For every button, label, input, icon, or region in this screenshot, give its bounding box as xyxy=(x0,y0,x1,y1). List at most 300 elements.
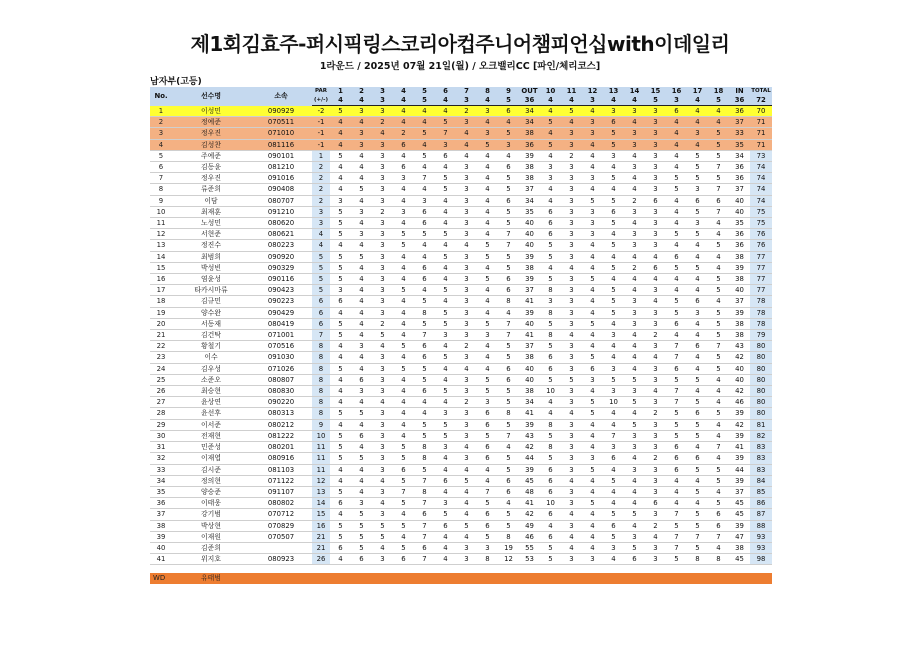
player-name: 김시준 xyxy=(172,464,250,475)
par-diff: 10 xyxy=(312,430,330,441)
score-cell: 3 xyxy=(561,139,582,150)
score-cell: 3 xyxy=(561,285,582,296)
total-cell: 71 xyxy=(750,117,772,128)
score-cell: 3 xyxy=(372,274,393,285)
score-cell: 4 xyxy=(540,520,561,531)
score-cell: 3 xyxy=(645,397,666,408)
header-hole-5: 5 xyxy=(414,87,435,96)
par-diff: 3 xyxy=(312,218,330,229)
score-cell: 38 xyxy=(729,274,750,285)
score-cell: 3 xyxy=(414,195,435,206)
score-cell: 4 xyxy=(477,307,498,318)
score-cell: 40 xyxy=(519,374,540,385)
score-cell: 6 xyxy=(330,498,351,509)
score-cell: 4 xyxy=(330,419,351,430)
score-cell: 5 xyxy=(540,274,561,285)
rank-cell: 6 xyxy=(150,162,172,173)
score-cell: 6 xyxy=(498,363,519,374)
total-cell: 77 xyxy=(750,262,772,273)
score-cell: 5 xyxy=(540,341,561,352)
player-id: 080419 xyxy=(250,318,312,329)
player-name: 양승준 xyxy=(172,486,250,497)
score-cell: 3 xyxy=(561,453,582,464)
score-cell: 4 xyxy=(624,251,645,262)
par-diff: -1 xyxy=(312,139,330,150)
score-cell: 10 xyxy=(540,386,561,397)
total-cell: 75 xyxy=(750,206,772,217)
player-id: 071001 xyxy=(250,330,312,341)
score-cell: 4 xyxy=(372,498,393,509)
score-cell: 6 xyxy=(477,453,498,464)
scoreboard-body xyxy=(150,106,772,585)
score-cell: 5 xyxy=(393,475,414,486)
score-cell: 3 xyxy=(645,240,666,251)
score-cell: 4 xyxy=(603,352,624,363)
score-cell: 3 xyxy=(351,386,372,397)
score-cell: 4 xyxy=(435,341,456,352)
player-name: 정우진 xyxy=(172,173,250,184)
score-cell: 2 xyxy=(645,408,666,419)
score-cell: 4 xyxy=(414,139,435,150)
score-cell: 38 xyxy=(729,251,750,262)
score-cell: 3 xyxy=(456,307,477,318)
score-cell: 6 xyxy=(477,419,498,430)
score-cell: 3 xyxy=(456,419,477,430)
score-cell: 4 xyxy=(708,106,729,117)
score-cell: 5 xyxy=(393,363,414,374)
header-par-11: 4 xyxy=(561,96,582,106)
score-cell: 5 xyxy=(498,173,519,184)
total-cell: 83 xyxy=(750,464,772,475)
score-cell: 4 xyxy=(435,363,456,374)
score-cell: 8 xyxy=(498,296,519,307)
par-diff: 21 xyxy=(312,531,330,542)
score-cell: 4 xyxy=(435,397,456,408)
score-cell: 3 xyxy=(582,173,603,184)
score-cell: 5 xyxy=(330,442,351,453)
score-cell: 4 xyxy=(582,150,603,161)
total-cell: 83 xyxy=(750,453,772,464)
score-cell: 4 xyxy=(456,531,477,542)
score-cell: 5 xyxy=(477,251,498,262)
score-cell: 4 xyxy=(603,274,624,285)
score-cell: 4 xyxy=(393,274,414,285)
score-cell: 3 xyxy=(624,307,645,318)
score-cell: 4 xyxy=(603,486,624,497)
score-cell: 5 xyxy=(498,251,519,262)
table-row xyxy=(150,442,772,453)
score-cell: 3 xyxy=(372,296,393,307)
score-cell: 3 xyxy=(456,542,477,553)
score-cell: 3 xyxy=(582,374,603,385)
table-row xyxy=(150,520,772,531)
total-cell: 78 xyxy=(750,318,772,329)
score-cell: 3 xyxy=(477,106,498,117)
score-cell: 4 xyxy=(666,117,687,128)
score-cell: 5 xyxy=(414,318,435,329)
score-cell: 4 xyxy=(708,374,729,385)
score-cell: 5 xyxy=(414,128,435,139)
score-cell: 5 xyxy=(393,341,414,352)
withdrawn-player: 유태범 xyxy=(172,573,250,584)
table-row xyxy=(150,542,772,553)
score-cell: 6 xyxy=(414,509,435,520)
score-cell: 3 xyxy=(540,162,561,173)
total-cell: 77 xyxy=(750,285,772,296)
score-cell: 46 xyxy=(519,531,540,542)
header-hole-9: 9 xyxy=(498,87,519,96)
rank-cell: 14 xyxy=(150,251,172,262)
score-cell: 3 xyxy=(372,150,393,161)
player-name: 박상현 xyxy=(172,520,250,531)
score-cell: 4 xyxy=(351,352,372,363)
score-cell: 3 xyxy=(477,330,498,341)
par-diff: 5 xyxy=(312,285,330,296)
score-cell: 6 xyxy=(540,475,561,486)
par-diff: 8 xyxy=(312,408,330,419)
player-name: 양수완 xyxy=(172,307,250,318)
score-cell: 4 xyxy=(351,195,372,206)
rank-cell: 9 xyxy=(150,195,172,206)
score-cell: 2 xyxy=(456,397,477,408)
score-cell: 40 xyxy=(729,206,750,217)
score-cell: 5 xyxy=(624,397,645,408)
score-cell: 48 xyxy=(519,486,540,497)
score-cell: 3 xyxy=(645,509,666,520)
table-row xyxy=(150,274,772,285)
score-cell: 3 xyxy=(645,464,666,475)
score-cell: 7 xyxy=(666,509,687,520)
score-cell: 3 xyxy=(561,430,582,441)
rank-cell: 16 xyxy=(150,274,172,285)
score-cell: 3 xyxy=(624,386,645,397)
player-id: 081222 xyxy=(250,430,312,441)
score-cell: 4 xyxy=(666,128,687,139)
par-diff: 8 xyxy=(312,386,330,397)
score-cell: 3 xyxy=(372,486,393,497)
score-cell: 3 xyxy=(372,386,393,397)
rank-cell: 29 xyxy=(150,419,172,430)
scoreboard xyxy=(150,87,772,584)
score-cell: 3 xyxy=(624,464,645,475)
par-diff: 8 xyxy=(312,397,330,408)
score-cell: 3 xyxy=(561,229,582,240)
score-cell: 5 xyxy=(666,408,687,419)
score-cell: 4 xyxy=(456,509,477,520)
par-diff: 26 xyxy=(312,554,330,565)
table-row xyxy=(150,430,772,441)
score-cell: 4 xyxy=(687,117,708,128)
score-cell: 5 xyxy=(393,520,414,531)
rank-cell: 33 xyxy=(150,464,172,475)
score-cell: 4 xyxy=(624,150,645,161)
score-cell: 38 xyxy=(729,330,750,341)
score-cell: 37 xyxy=(729,296,750,307)
score-cell: 5 xyxy=(393,229,414,240)
rank-cell: 26 xyxy=(150,386,172,397)
score-cell: 4 xyxy=(351,117,372,128)
score-cell: 6 xyxy=(540,486,561,497)
total-cell: 80 xyxy=(750,341,772,352)
score-cell: 3 xyxy=(645,218,666,229)
total-cell: 76 xyxy=(750,240,772,251)
header-par-9: 5 xyxy=(498,96,519,106)
score-cell: 3 xyxy=(561,296,582,307)
score-cell: 3 xyxy=(456,352,477,363)
player-name: 이재원 xyxy=(172,531,250,542)
score-cell: 4 xyxy=(435,531,456,542)
score-cell: 10 xyxy=(540,498,561,509)
header-hole-8: 8 xyxy=(477,87,498,96)
score-cell: 3 xyxy=(561,173,582,184)
score-cell: 39 xyxy=(519,251,540,262)
score-cell: 8 xyxy=(540,442,561,453)
table-row xyxy=(150,397,772,408)
score-cell: 8 xyxy=(414,307,435,318)
score-cell: 7 xyxy=(708,531,729,542)
score-cell: 4 xyxy=(435,542,456,553)
score-cell: 38 xyxy=(729,542,750,553)
score-cell: 5 xyxy=(498,419,519,430)
score-cell: 3 xyxy=(351,128,372,139)
score-cell: 7 xyxy=(498,430,519,441)
score-cell: 5 xyxy=(624,419,645,430)
score-cell: 5 xyxy=(603,218,624,229)
score-cell: 4 xyxy=(477,195,498,206)
score-cell: 6 xyxy=(414,274,435,285)
table-row xyxy=(150,386,772,397)
score-cell: 6 xyxy=(540,363,561,374)
header-hole-1: 1 xyxy=(330,87,351,96)
score-cell: 42 xyxy=(729,386,750,397)
score-cell: 3 xyxy=(561,318,582,329)
score-cell: 4 xyxy=(603,184,624,195)
score-cell: 36 xyxy=(519,139,540,150)
score-cell: 3 xyxy=(498,139,519,150)
score-cell: 3 xyxy=(624,442,645,453)
score-cell: 3 xyxy=(624,128,645,139)
score-cell: 6 xyxy=(477,509,498,520)
score-cell: 3 xyxy=(561,352,582,363)
player-name: 김규민 xyxy=(172,296,250,307)
score-cell: 4 xyxy=(393,218,414,229)
player-id: 081210 xyxy=(250,162,312,173)
par-diff: 3 xyxy=(312,206,330,217)
player-name: 윤상연 xyxy=(172,397,250,408)
score-cell: 3 xyxy=(645,206,666,217)
score-cell: 5 xyxy=(666,262,687,273)
par-diff: 4 xyxy=(312,229,330,240)
par-diff: 12 xyxy=(312,475,330,486)
score-cell: 4 xyxy=(666,274,687,285)
score-cell: 3 xyxy=(645,442,666,453)
score-cell: 3 xyxy=(645,419,666,430)
score-cell: 3 xyxy=(372,173,393,184)
score-cell: 4 xyxy=(540,195,561,206)
score-cell: 4 xyxy=(582,531,603,542)
score-cell: 4 xyxy=(393,374,414,385)
score-cell: 4 xyxy=(708,251,729,262)
score-cell: 4 xyxy=(330,139,351,150)
score-cell: 4 xyxy=(624,352,645,363)
score-cell: 4 xyxy=(708,430,729,441)
player-name: 정의현 xyxy=(172,475,250,486)
score-cell: 4 xyxy=(456,139,477,150)
score-cell: 7 xyxy=(666,542,687,553)
score-cell: 5 xyxy=(435,386,456,397)
score-cell: 4 xyxy=(624,453,645,464)
score-cell: 5 xyxy=(330,330,351,341)
score-cell: 3 xyxy=(687,184,708,195)
score-cell: 6 xyxy=(435,150,456,161)
player-id: 091016 xyxy=(250,173,312,184)
score-cell: 5 xyxy=(603,128,624,139)
score-cell: 34 xyxy=(519,195,540,206)
score-cell: 6 xyxy=(645,262,666,273)
player-id: 080923 xyxy=(250,554,312,565)
score-cell: 5 xyxy=(477,274,498,285)
score-cell: 4 xyxy=(624,341,645,352)
score-cell: 7 xyxy=(708,184,729,195)
withdrawn-fill xyxy=(250,573,772,584)
score-cell: 4 xyxy=(708,229,729,240)
score-cell: 5 xyxy=(708,285,729,296)
score-cell: 4 xyxy=(666,218,687,229)
score-cell: 5 xyxy=(540,374,561,385)
table-row xyxy=(150,296,772,307)
par-diff: 13 xyxy=(312,486,330,497)
player-id: 080620 xyxy=(250,218,312,229)
score-cell: 3 xyxy=(435,330,456,341)
score-cell: 5 xyxy=(414,150,435,161)
score-cell: 6 xyxy=(435,520,456,531)
score-cell: 39 xyxy=(729,475,750,486)
score-cell: 7 xyxy=(666,341,687,352)
score-cell: 4 xyxy=(477,363,498,374)
score-cell: 4 xyxy=(414,251,435,262)
score-cell: 3 xyxy=(456,251,477,262)
score-cell: 42 xyxy=(519,509,540,520)
score-cell: 39 xyxy=(519,150,540,161)
score-cell: 6 xyxy=(435,475,456,486)
score-cell: 6 xyxy=(498,486,519,497)
score-cell: 3 xyxy=(372,251,393,262)
score-cell: 4 xyxy=(351,330,372,341)
score-cell: 8 xyxy=(540,330,561,341)
rank-cell: 32 xyxy=(150,453,172,464)
score-cell: 4 xyxy=(351,307,372,318)
score-cell: 5 xyxy=(708,128,729,139)
score-cell: 39 xyxy=(729,262,750,273)
score-cell: 4 xyxy=(351,262,372,273)
score-cell: 5 xyxy=(435,285,456,296)
score-cell: 5 xyxy=(687,150,708,161)
player-name: 위지호 xyxy=(172,554,250,565)
score-cell: 3 xyxy=(624,206,645,217)
score-cell: 3 xyxy=(372,453,393,464)
table-row xyxy=(150,341,772,352)
header-par-total: 72 xyxy=(750,96,772,106)
total-cell: 87 xyxy=(750,509,772,520)
score-cell: 5 xyxy=(666,374,687,385)
score-cell: 2 xyxy=(624,195,645,206)
table-row xyxy=(150,464,772,475)
score-cell: 3 xyxy=(603,330,624,341)
table-row xyxy=(150,218,772,229)
total-cell: 80 xyxy=(750,374,772,385)
score-cell: 4 xyxy=(582,419,603,430)
score-cell: 4 xyxy=(393,117,414,128)
score-cell: 5 xyxy=(330,520,351,531)
score-cell: 3 xyxy=(687,128,708,139)
score-cell: 41 xyxy=(729,442,750,453)
total-cell: 71 xyxy=(750,128,772,139)
score-cell: 38 xyxy=(519,173,540,184)
score-cell: 8 xyxy=(414,442,435,453)
score-cell: 4 xyxy=(393,509,414,520)
score-cell: 5 xyxy=(708,274,729,285)
score-cell: 39 xyxy=(729,307,750,318)
score-cell: 5 xyxy=(687,464,708,475)
score-cell: 4 xyxy=(477,296,498,307)
score-cell: 6 xyxy=(330,542,351,553)
total-cell: 73 xyxy=(750,150,772,161)
score-cell: 4 xyxy=(708,262,729,273)
score-cell: 37 xyxy=(729,184,750,195)
total-cell: 75 xyxy=(750,218,772,229)
total-cell: 77 xyxy=(750,274,772,285)
score-cell: 4 xyxy=(666,150,687,161)
table-row xyxy=(150,285,772,296)
score-cell: 3 xyxy=(561,307,582,318)
total-cell: 70 xyxy=(750,106,772,117)
score-cell: 4 xyxy=(561,542,582,553)
score-cell: 3 xyxy=(456,195,477,206)
score-cell: 5 xyxy=(603,374,624,385)
rank-cell: 31 xyxy=(150,442,172,453)
score-cell: 7 xyxy=(666,386,687,397)
score-cell: 34 xyxy=(729,150,750,161)
score-cell: 2 xyxy=(645,453,666,464)
score-cell: 4 xyxy=(330,162,351,173)
player-name: 전재현 xyxy=(172,430,250,441)
score-cell: 8 xyxy=(414,486,435,497)
score-cell: 36 xyxy=(729,106,750,117)
score-cell: 5 xyxy=(582,195,603,206)
score-cell: 6 xyxy=(393,139,414,150)
score-cell: 6 xyxy=(540,352,561,363)
rank-cell: 36 xyxy=(150,498,172,509)
score-cell: 4 xyxy=(582,106,603,117)
score-cell: 4 xyxy=(582,139,603,150)
score-cell: 5 xyxy=(498,128,519,139)
score-cell: 5 xyxy=(561,374,582,385)
score-cell: 4 xyxy=(393,531,414,542)
score-cell: 4 xyxy=(351,274,372,285)
score-cell: 3 xyxy=(645,374,666,385)
par-diff: 8 xyxy=(312,363,330,374)
score-cell: 4 xyxy=(414,184,435,195)
score-cell: 4 xyxy=(393,195,414,206)
score-cell: 3 xyxy=(645,542,666,553)
score-cell: 4 xyxy=(351,162,372,173)
score-cell: 8 xyxy=(540,419,561,430)
score-cell: 4 xyxy=(561,475,582,486)
table-row xyxy=(150,195,772,206)
score-cell: 3 xyxy=(561,162,582,173)
player-name: 서현준 xyxy=(172,229,250,240)
score-cell: 4 xyxy=(456,128,477,139)
